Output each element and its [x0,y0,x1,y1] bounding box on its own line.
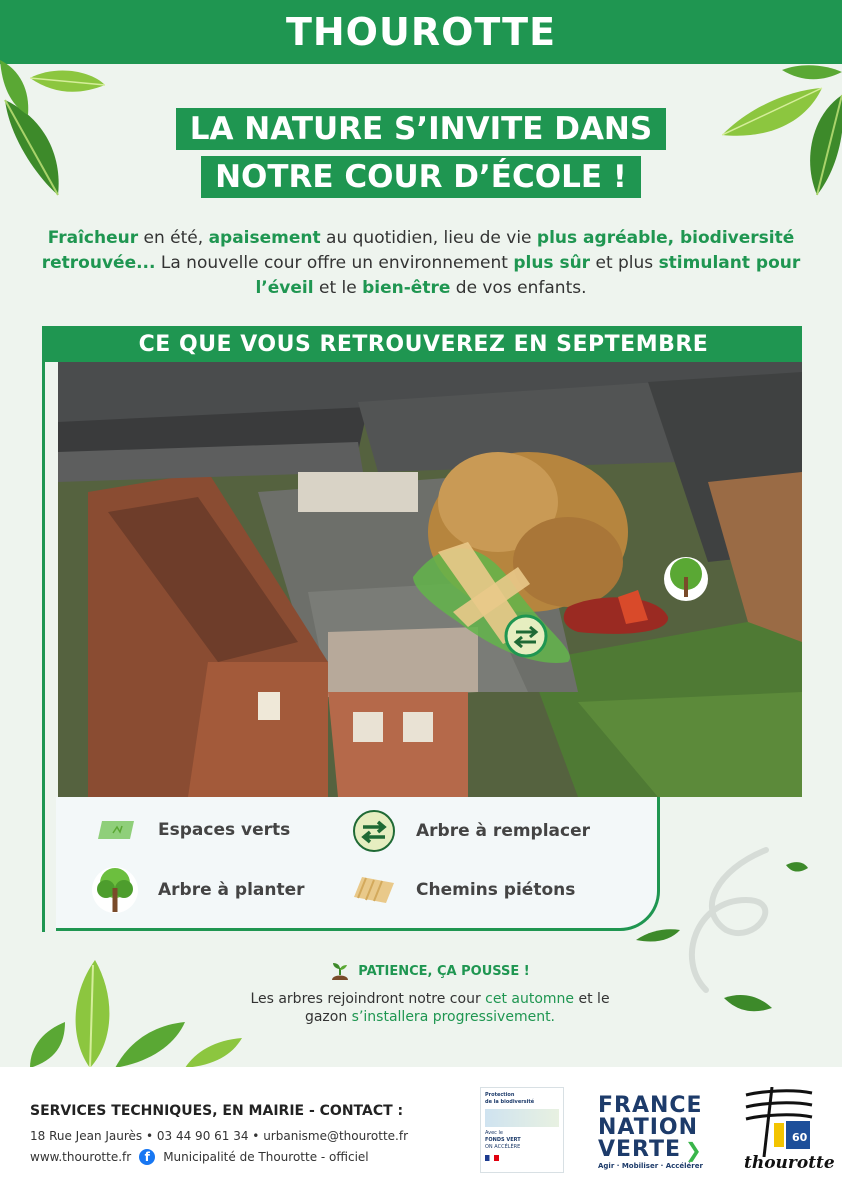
leaves-bottom-left-icon [20,960,250,1070]
patience-text-b: cet automne [485,991,575,1007]
fonds-vert-graphic [485,1109,559,1127]
intro-paragraph [40,226,802,301]
tree-replace-icon [352,809,396,853]
patience-text [240,990,620,1026]
intro-segment: apaisement [208,228,321,248]
fnv-verte-row [598,1139,718,1161]
intro-segment: plus sûr [513,253,591,273]
france-nation-verte-logo [598,1095,718,1171]
patience-text-d: s’installera progressivement. [351,1009,556,1025]
patience-title [330,962,529,980]
intro-segment: et le [313,278,363,298]
fnv-tagline: Agir · Mobiliser · Accélérer [598,1162,703,1170]
map-legend [56,797,660,931]
website-link[interactable]: www.thourotte.fr [30,1150,132,1164]
legend-label-tree-replace: Arbre à remplacer [416,821,591,841]
headline [0,108,842,198]
intro-segment: en été, [138,228,209,248]
footer-contact-title: SERVICES TECHNIQUES, EN MAIRIE - CONTACT : [30,1103,404,1119]
thourotte-emblem-icon [742,1087,816,1157]
panel-heading: CE QUE VOUS RETROUVEREZ EN SEPTEMBRE [45,326,802,362]
legend-label-tree-plant: Arbre à planter [158,880,305,900]
tree-plant-icon [92,863,138,917]
legend-tree-plant [92,863,305,917]
thourotte-municipal-logo [742,1087,835,1177]
fonds-vert-line2: de la biodiversité [485,1099,535,1105]
intro-segment: stimulant pour l’éveil [255,253,801,298]
patience-text-a: Les arbres rejoindront notre cour [250,991,486,1007]
intro-segment: La nouvelle cour offre un environnement [155,253,514,273]
headline-line-2: NOTRE COUR D’ÉCOLE ! [201,156,641,198]
town-title: THOUROTTE [285,10,557,54]
facebook-page-link[interactable]: Municipalité de Thourotte - officiel [163,1150,369,1164]
fnv-line1: FRANCE [598,1093,703,1118]
fonds-vert-line1: Protection [485,1092,515,1098]
fonds-vert-line4: FONDS VERT [485,1137,521,1143]
footer-address [30,1129,408,1143]
patience-note [240,962,620,1026]
green-space-icon [98,817,138,843]
footer-web-line [30,1149,369,1165]
french-flag-icon [485,1155,499,1161]
legend-paths [352,875,575,905]
thourotte-logo-number: 60 [792,1131,808,1144]
intro-segment: de vos enfants. [450,278,587,298]
intro-segment: plus agréable, biodiversité retrouvée... [41,228,795,273]
intro-segment: Fraîcheur [47,228,139,248]
thourotte-logo-name: thourotte [744,1153,835,1173]
intro-segment: et plus [590,253,659,273]
header-bar [0,0,842,64]
legend-tree-replace [352,809,590,853]
intro-segment: bien-être [362,278,451,298]
fonds-vert-line5: ON ACCÉLÈRE [485,1144,521,1150]
legend-green-spaces [98,817,290,843]
facebook-icon[interactable]: f [139,1149,155,1165]
legend-label-green-spaces: Espaces verts [158,820,291,840]
patience-title-text: PATIENCE, ÇA POUSSE ! [358,963,530,979]
sprout-icon [330,962,350,980]
footer [0,1067,842,1191]
aerial-photo [58,362,802,797]
patience-text-c: et le gazon [304,991,610,1025]
legend-label-paths: Chemins piétons [416,880,576,900]
fnv-line2: NATION [598,1115,699,1140]
fonds-vert-line3: Avec le [485,1130,503,1136]
intro-segment: au quotidien, lieu de vie [320,228,537,248]
plan-panel [42,326,802,932]
fnv-line3: VERTE [598,1137,682,1162]
walking-path-icon [352,875,396,905]
headline-line-1: LA NATURE S’INVITE DANS [176,108,666,150]
fnv-chevron-icon: ❯ [685,1138,702,1162]
fonds-vert-logo [480,1087,564,1173]
footer-address-text[interactable]: 18 Rue Jean Jaurès • 03 44 90 61 34 • urbanisme@thourotte.fr [30,1129,409,1143]
